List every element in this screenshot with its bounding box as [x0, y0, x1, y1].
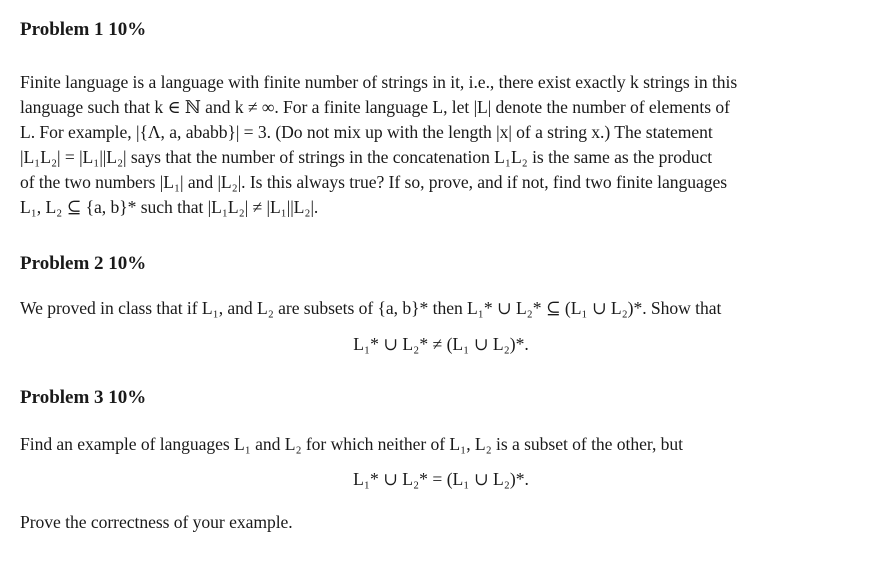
problem-3-display-equation: L₁* ∪ L₂* = (L₁ ∪ L₂)*.: [353, 469, 529, 489]
problem-1-line-1: Finite language is a language with finite number of strings in it, i.e., there exist exactly k strings in this: [20, 72, 738, 92]
problem-3-closing-instruction: Prove the correctness of your example.: [20, 512, 293, 532]
problem-1-heading: Problem 1 10%: [20, 19, 147, 40]
problem-1-line-6: L₁, L₂ ⊆ {a, b}* such that |L₁L₂| ≠ |L₁||L₂|.: [20, 197, 319, 217]
problem-3-statement: Find an example of languages L₁ and L₂ for which neither of L₁, L₂ is a subset of the other, but: [20, 434, 683, 454]
problem-3-heading: Problem 3 10%: [20, 387, 147, 408]
problem-1-line-4: |L₁L₂| = |L₁||L₂| says that the number of strings in the concatenation L₁L₂ is the same as the product: [20, 147, 713, 167]
problem-1-line-3: L. For example, |{Λ, a, ababb}| = 3. (Do not mix up with the length |x| of a string x.) The statement: [20, 122, 713, 142]
problem-1-line-2: language such that k ∈ ℕ and k ≠ ∞. For a finite language L, let |L| denote the number of elements of: [20, 97, 730, 117]
problem-2-statement: We proved in class that if L₁, and L₂ are subsets of {a, b}* then L₁* ∪ L₂* ⊆ (L₁ ∪ L₂)*. Show that: [20, 298, 722, 318]
document-page: [20, 18, 862, 535]
problem-1-line-5: of the two numbers |L₁| and |L₂|. Is this always true? If so, prove, and if not, find two finite languages: [20, 172, 728, 192]
problem-2-display-equation: L₁* ∪ L₂* ≠ (L₁ ∪ L₂)*.: [353, 334, 529, 354]
problem-2-heading: Problem 2 10%: [20, 253, 147, 274]
problem-1-statement: [20, 70, 862, 220]
